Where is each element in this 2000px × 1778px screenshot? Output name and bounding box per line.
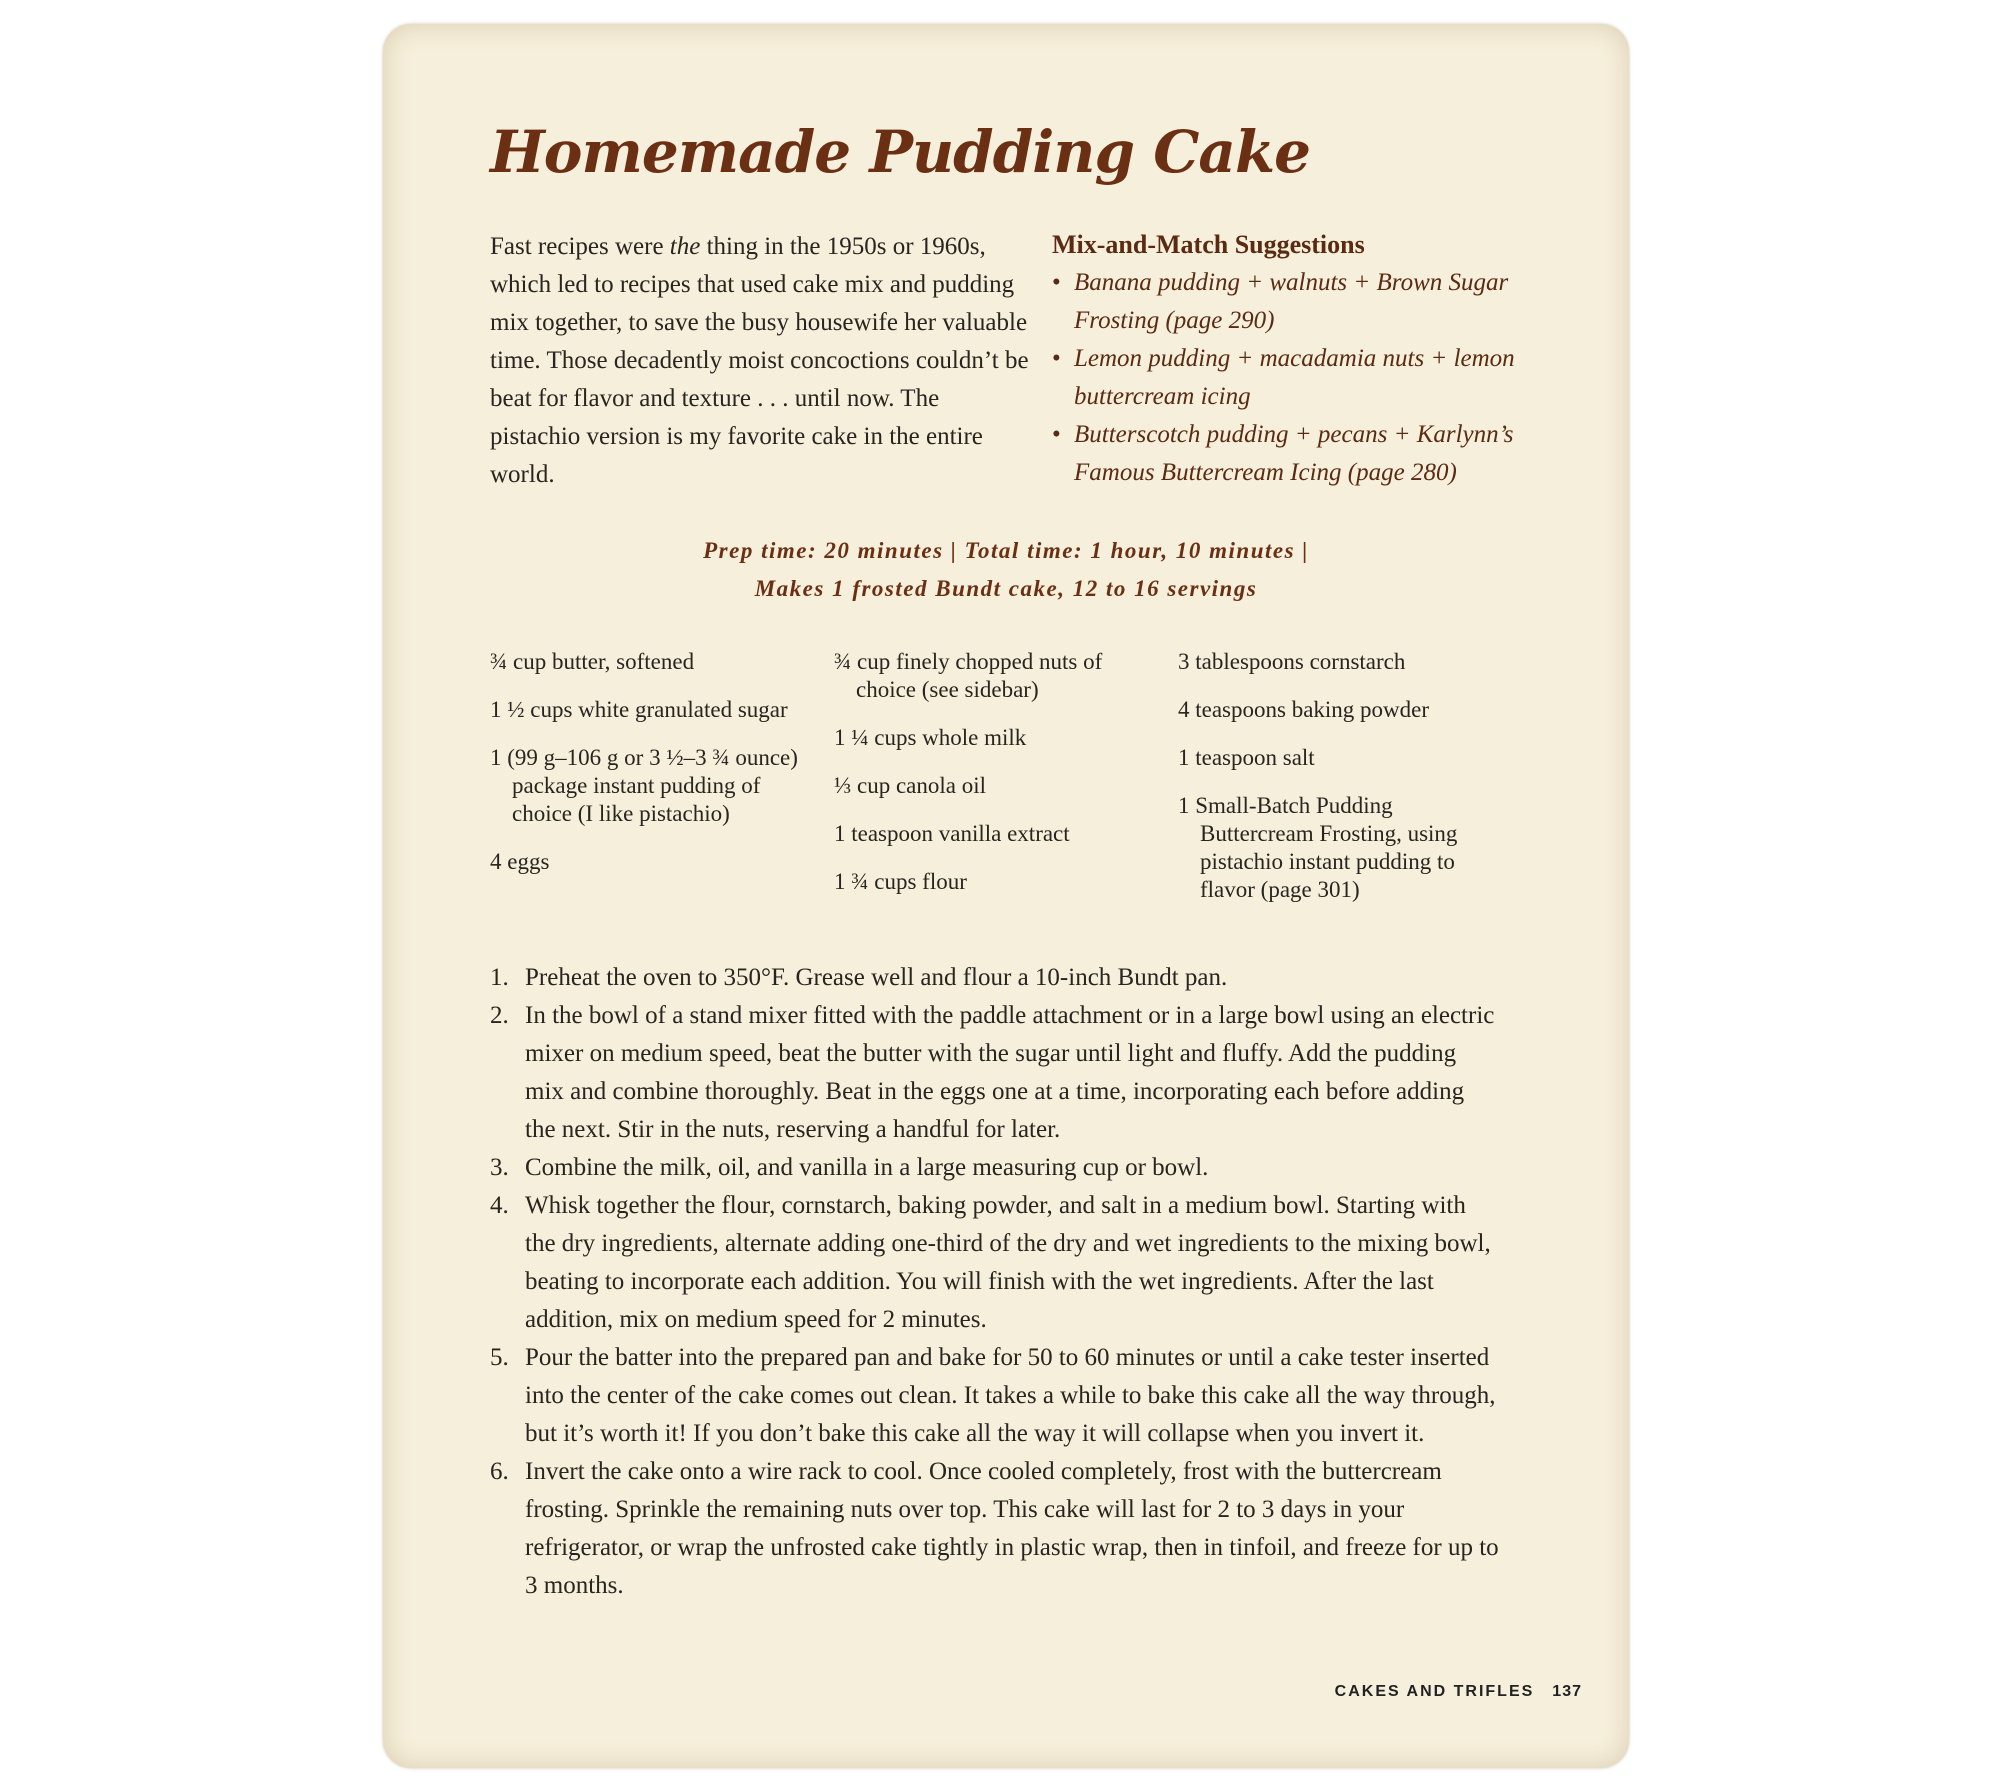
step-text: Pour the batter into the prepared pan and bake for 50 to 60 minutes or until a cake tester inserted into the center of the cake comes out clean. It takes a while to bake this cake all the way through, but it’s worth it! If you don’t bake this cake all the way it will collapse when you invert it. [525,1344,1496,1447]
step-text: Invert the cake onto a wire rack to cool. Once cooled completely, frost with the buttercream frosting. Sprinkle the remaining nuts over top. This cake will last for 2 to 3 days in your refrigerator, or wrap the unfrosted cake tightly in plastic wrap, then in tinfoil, and freeze for up to 3 months. [525,1458,1499,1599]
page-footer [1335,1683,1582,1701]
step-text: Whisk together the flour, cornstarch, baking powder, and salt in a medium bowl. Starting with the dry ingredients, alternate adding one-third of the dry and wet ingredients to the mixing bowl, beating to incorporate each addition. You will finish with the wet ingredients. After the last addition, mix on medium speed for 2 minutes. [525,1192,1491,1333]
bullet: • [1052,345,1061,372]
recipe-title: Homemade Pudding Cake [490,118,1311,186]
step-number: 6. [490,1458,509,1485]
ingredient: 1 Small-Batch Pudding Buttercream Frosting, using pistachio instant pudding to flavor (page 301) [1178,793,1458,902]
ingredient: ¾ cup butter, softened [490,649,695,674]
intro-text-end: thing in the 1950s or 1960s, which led to recipes that used cake mix and pudding mix together, to save the busy housewife her valuable time. Those decadently moist concoctions couldn’t be beat for flavor and texture . . . until now. The pistachio version is my favorite cake in the entire world. [490,233,1029,488]
step-text: In the bowl of a stand mixer fitted with the paddle attachment or in a large bowl using an electric mixer on medium speed, beat the butter with the sugar until light and fluffy. Add the pudding mix and combine thoroughly. Beat in the eggs one at a time, incorporating each before adding the next. Stir in the nuts, reserving a handful for later. [525,1002,1495,1143]
mix-and-match-sidebar [1052,226,1597,492]
ingredient: 1 teaspoon salt [1178,745,1315,770]
ingredient: 1 (99 g–106 g or 3 ½–3 ¾ ounce) package instant pudding of choice (I like pistachio) [490,745,798,826]
intro-paragraph [490,228,1030,494]
step-number: 1. [490,964,509,991]
ingredient: 4 teaspoons baking powder [1178,697,1430,722]
step-number: 4. [490,1192,509,1219]
ingredients-column-2 [834,648,1164,916]
step-number: 3. [490,1154,509,1181]
suggestion-text: Banana pudding + walnuts + Brown Sugar Frosting (page 290) [1074,269,1509,334]
ingredient: 1 ½ cups white granulated sugar [490,697,788,722]
step-number: 5. [490,1344,509,1371]
step-item [490,1453,1500,1605]
ingredient: 1 teaspoon vanilla extract [834,821,1070,846]
ingredient: 3 tablespoons cornstarch [1178,649,1406,674]
ingredient: 4 eggs [490,849,550,874]
ingredients-column-3 [1178,648,1508,924]
page-number: 137 [1552,1683,1582,1700]
step-item [490,1187,1500,1339]
step-item [490,1339,1500,1453]
suggestion-list [1052,264,1597,492]
section-name: CAKES AND TRIFLES [1334,1683,1535,1700]
step-item [490,959,1500,997]
prep-total-time: Prep time: 20 minutes | Total time: 1 hour, 10 minutes | [703,538,1309,563]
ingredient: 1 ¼ cups whole milk [834,725,1027,750]
recipe-meta [383,532,1629,608]
step-text: Preheat the oven to 350°F. Grease well and flour a 10-inch Bundt pan. [525,964,1228,991]
suggestion-item [1052,264,1597,340]
ingredient: ⅓ cup canola oil [834,773,987,798]
ingredient: 1 ¾ cups flour [834,869,967,894]
suggestion-item [1052,416,1597,492]
step-number: 2. [490,1002,509,1029]
sidebar-heading: Mix-and-Match Suggestions [1052,230,1365,259]
ingredient: ¾ cup finely chopped nuts of choice (see sidebar) [834,649,1103,702]
suggestion-text: Butterscotch pudding + pecans + Karlynn’s Famous Buttercream Icing (page 280) [1074,421,1514,486]
suggestion-text: Lemon pudding + macadamia nuts + lemon buttercream icing [1074,345,1515,410]
bullet: • [1052,421,1061,448]
method-steps [490,959,1500,1605]
bullet: • [1052,269,1061,296]
yield: Makes 1 frosted Bundt cake, 12 to 16 servings [754,576,1258,601]
step-item [490,997,1500,1149]
intro-emphasis: the [669,233,701,260]
step-text: Combine the milk, oil, and vanilla in a large measuring cup or bowl. [525,1154,1209,1181]
step-item [490,1149,1500,1187]
intro-text-start: Fast recipes were [490,233,670,260]
ingredients-column-1 [490,648,820,896]
suggestion-item [1052,340,1597,416]
